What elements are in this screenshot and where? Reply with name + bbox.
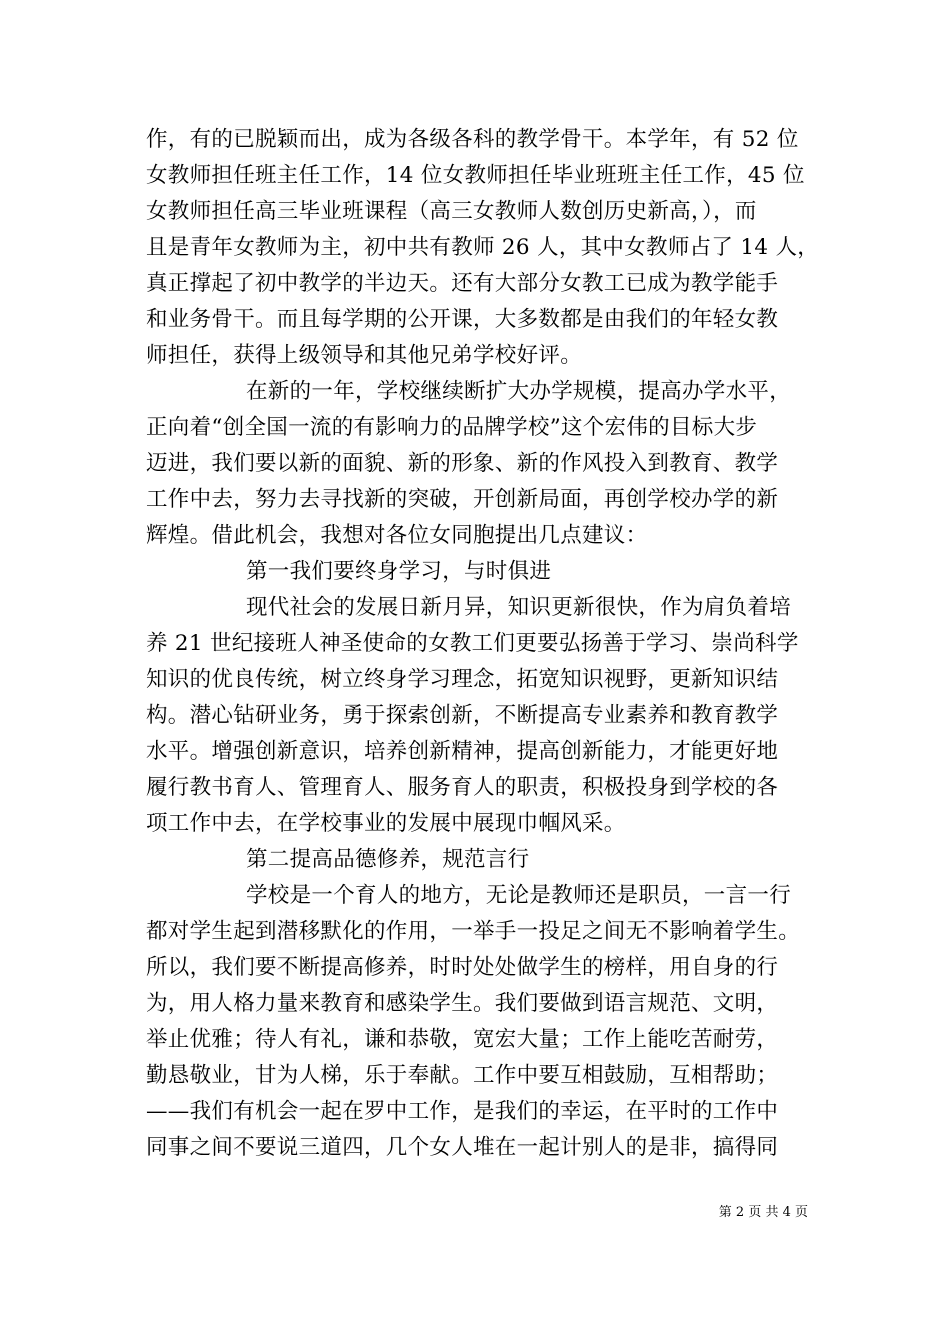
text-line: 正向着“创全国一流的有影响力的品牌学校”这个宏伟的目标大步: [146, 415, 758, 440]
text-line: 履行教书育人、管理育人、服务育人的职责，积极投身到学校的各: [146, 775, 779, 800]
text-line: 都对学生起到潜移默化的作用，一举手一投足之间无不影响着学生。: [146, 919, 801, 944]
text-line: 女教师担任高三毕业班课程（高三女教师人数创历史新高，），而: [146, 199, 757, 224]
text-line: 现代社会的发展日新月异，知识更新很快，作为肩负着培: [246, 595, 792, 620]
text-line: 作，有的已脱颖而出，成为各级各科的教学骨干。本学年，有 52 位: [146, 127, 799, 152]
text-line: 勤恳敬业，甘为人梯，乐于奉献。工作中要互相鼓励，互相帮助；: [146, 1063, 779, 1088]
text-line: 在新的一年，学校继续断扩大办学规模，提高办学水平，: [246, 379, 792, 404]
text-line: 真正撑起了初中教学的半边天。还有大部分女教工已成为教学能手: [146, 271, 779, 296]
text-line: 师担任，获得上级领导和其他兄弟学校好评。: [146, 343, 583, 368]
text-line: 举止优雅；待人有礼，谦和恭敬，宽宏大量；工作上能吃苦耐劳，: [146, 1027, 779, 1052]
text-line: 为，用人格力量来教育和感染学生。我们要做到语言规范、文明，: [146, 991, 779, 1016]
text-line: 构。潜心钻研业务，勇于探索创新，不断提高专业素养和教育教学: [146, 703, 779, 728]
text-line: ——我们有机会一起在罗中工作，是我们的幸运，在平时的工作中: [146, 1099, 779, 1124]
text-line: 工作中去，努力去寻找新的突破，开创新局面，再创学校办学的新: [146, 487, 779, 512]
text-line: 迈进，我们要以新的面貌、新的形象、新的作风投入到教育、教学: [146, 451, 779, 476]
text-line: 养 21 世纪接班人神圣使命的女教工们更要弘扬善于学习、崇尚科学: [146, 631, 799, 656]
text-line: 辉煌。借此机会，我想对各位女同胞提出几点建议：: [146, 523, 648, 548]
section-heading: 第二提高品德修养，规范言行: [246, 847, 530, 872]
section-heading: 第一我们要终身学习，与时俱进: [246, 559, 552, 584]
text-line: 女教师担任班主任工作，14 位女教师担任毕业班班主任工作，45 位: [146, 163, 805, 188]
text-line: 学校是一个育人的地方，无论是教师还是职员，一言一行: [246, 883, 792, 908]
text-line: 水平。增强创新意识，培养创新精神，提高创新能力，才能更好地: [146, 739, 779, 764]
text-line: 所以，我们要不断提高修养，时时处处做学生的榜样，用自身的行: [146, 955, 779, 980]
text-line: 同事之间不要说三道四，几个女人堆在一起计别人的是非，搞得同: [146, 1135, 779, 1160]
text-line: 和业务骨干。而且每学期的公开课，大多数都是由我们的年轻女教: [146, 307, 779, 332]
page-number: 第 2 页 共 4 页: [718, 1205, 808, 1220]
text-line: 知识的优良传统，树立终身学习理念，拓宽知识视野，更新知识结: [146, 667, 779, 692]
text-line: 且是青年女教师为主，初中共有教师 26 人，其中女教师占了 14 人，: [146, 235, 820, 260]
text-line: 项工作中去，在学校事业的发展中展现巾帼风采。: [146, 811, 626, 836]
